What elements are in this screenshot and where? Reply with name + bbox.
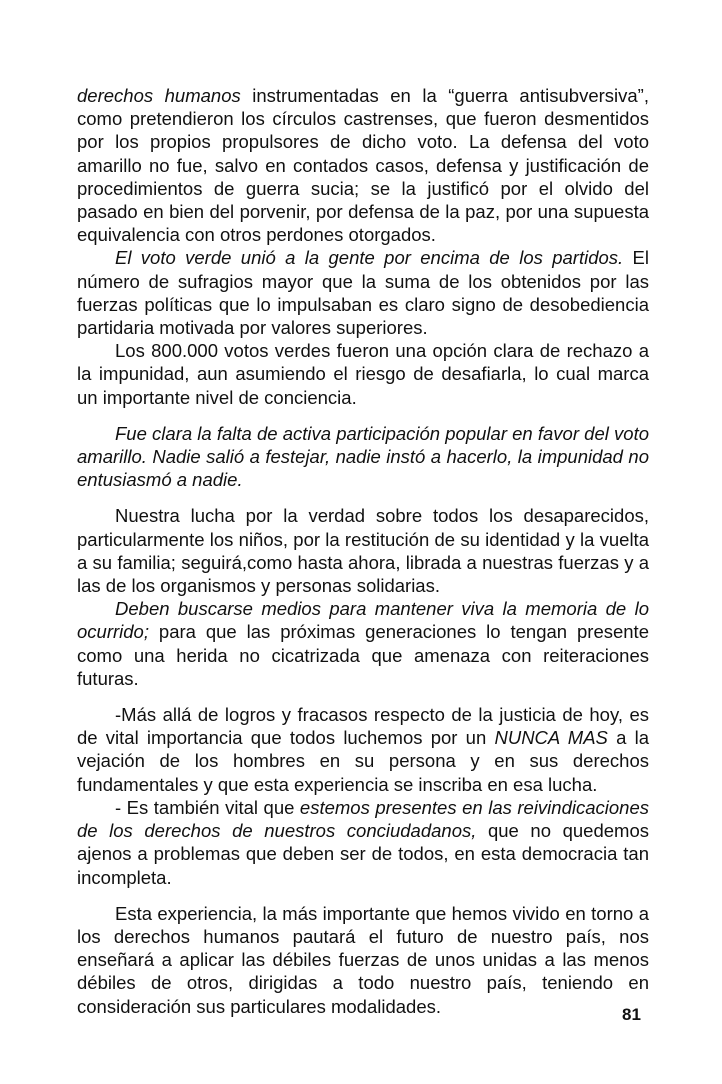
paragraph-4-segment-1: Fue clara la falta de activa participación popular en favor del voto amarillo. Nadie salió a festejar, nadie instó a hacerlo, la impunidad no entusiasmó a nadie. [77, 422, 649, 491]
paragraph-7-segment-3: a la vejación de los hombres en su persona y en sus derechos fundamentales y que esta experiencia se inscriba en esa lucha. [77, 727, 649, 795]
paragraph-8-segment-3: que no quedemos ajenos a problemas que deben ser de todos, en esta democracia tan incompleta. [77, 820, 649, 888]
paragraph-2-segment-2: El número de sufragios mayor que la suma de los obtenidos por las fuerzas políticas que lo impulsaban es claro signo de desobediencia partidaria motivada por valores superiores. [77, 247, 649, 339]
paragraph-7-segment-2: NUNCA MAS [494, 727, 608, 749]
paragraph-2-segment-1: El voto verde unió a la gente por encima de los partidos. [115, 247, 624, 269]
paragraph-5-segment-1: Nuestra lucha por la verdad sobre todos los desaparecidos, particularmente los niños, por la restitución de su identidad y la vuelta a su familia; seguirá,como hasta ahora, librada a nuestras fuerzas y a las de los organismos y personas solidarias. [77, 505, 649, 597]
paragraph-8-segment-2: estemos presentes en las reivindicaciones de los derechos de nuestros conciudadanos, [77, 796, 649, 842]
paragraph-1-segment-1: derechos humanos [77, 85, 241, 106]
paragraph-3 [77, 339, 649, 409]
paragraph-6-segment-1: Deben buscarse medios para mantener viva la memoria de lo ocurrido; [77, 598, 649, 643]
paragraph-9-segment-1: Esta experiencia, la más importante que hemos vivido en torno a los derechos humanos pautará el futuro de nuestro país, nos enseñará a aplicar las débiles fuerzas de unos unidas a las menos débiles de otros, dirigidas a todo nuestro país, teniendo en consideración sus particulares modalidades. [77, 902, 649, 1017]
paragraph-8 [77, 796, 649, 889]
paragraph-6 [77, 597, 649, 690]
page-body [77, 84, 649, 1018]
paragraph-9 [77, 902, 649, 1018]
paragraph-3-segment-1: Los 800.000 votos verdes fueron una opción clara de rechazo a la impunidad, aun asumiendo el riesgo de desafiarla, lo cual marca un importante nivel de conciencia. [77, 340, 649, 408]
page-number: 81 [622, 1005, 641, 1024]
paragraph-2 [77, 246, 649, 339]
paragraph-5 [77, 504, 649, 597]
paragraph-1-segment-2: instrumentadas en la “guerra antisubversiva”, como pretendieron los círculos castrenses, que fueron desmentidos por los propios propulsores de dicho voto. La defensa del voto amarillo no fue, salvo en contados casos, defensa y justificación de procedimientos de guerra sucia; se la justificó por el olvido del pasado en bien del porvenir, por defensa de la paz, por una supuesta equivalencia con otros perdones otorgados. [77, 85, 649, 246]
paragraph-7 [77, 703, 649, 796]
paragraph-7-segment-1: -Más allá de logros y fracasos respecto de la justicia de hoy, es de vital importancia que todos luchemos por un [77, 704, 649, 749]
paragraph-4 [77, 422, 649, 492]
paragraph-1 [77, 84, 649, 246]
paragraph-6-segment-2: para que las próximas generaciones lo tengan presente como una herida no cicatrizada que amenaza con reiteraciones futuras. [77, 621, 649, 689]
paragraph-8-segment-1: - Es también vital que [115, 796, 300, 818]
